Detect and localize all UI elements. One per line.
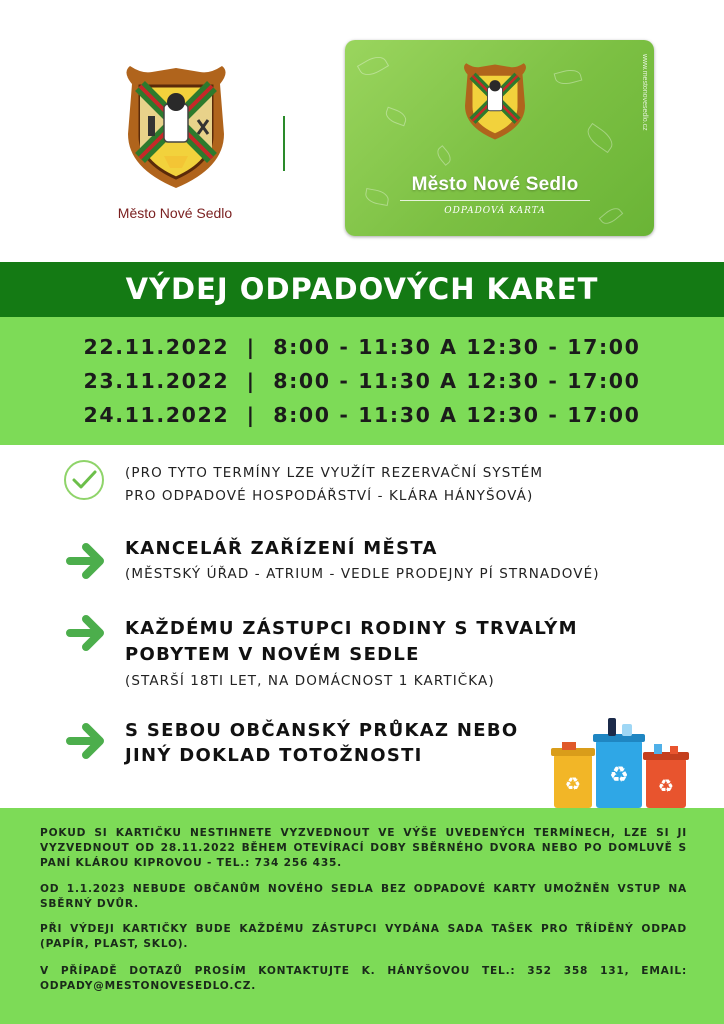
id-line-1: S SEBOU OBČANSKÝ PRŮKAZ NEBO	[125, 720, 519, 741]
office-title: KANCELÁŘ ZAŘÍZENÍ MĚSTA	[125, 538, 438, 559]
coat-of-arms-icon	[112, 64, 240, 192]
card-subtitle: ODPADOVÁ KARTA	[444, 206, 546, 216]
card-title: Město Nové Sedlo	[411, 174, 579, 195]
notes-band	[0, 808, 724, 1024]
recycling-bins-icon	[548, 716, 694, 808]
office-detail: (MĚSTSKÝ ÚŘAD - ATRIUM - VEDLE PRODEJNY PÍ STRNADOVÉ)	[125, 566, 600, 582]
leaf-decoration	[434, 145, 454, 166]
divider	[283, 116, 285, 171]
leaf-decoration	[583, 123, 617, 153]
svg-text:♻: ♻	[564, 774, 582, 795]
who-detail: (STARŠÍ 18TI LET, NA DOMÁCNOST 1 KARTIČKA)	[125, 673, 495, 689]
check-circle-icon	[62, 458, 106, 502]
waste-card-image	[345, 40, 654, 236]
arrow-right-icon	[66, 720, 108, 762]
who-line-2: POBYTEM V NOVÉM SEDLE	[125, 644, 420, 665]
id-line-2: JINÝ DOKLAD TOTOŽNOSTI	[125, 745, 423, 766]
who-line-1: KAŽDÉMU ZÁSTUPCI RODINY S TRVALÝM	[125, 618, 578, 639]
page-title: VÝDEJ ODPADOVÝCH KARET	[125, 272, 599, 306]
header	[0, 0, 724, 262]
svg-text:♻: ♻	[609, 763, 629, 788]
note-access: OD 1.1.2023 NEBUDE OBČANŮM NOVÉHO SEDLA BEZ ODPADOVÉ KARTY UMOŽNĚN VSTUP NA SBĚRNÝ DVŮR.	[40, 883, 687, 910]
note-contact: V PŘÍPADĚ DOTAZŮ PROSÍM KONTAKTUJTE K. HÁNYŠOVOU TEL.: 352 358 131, EMAIL: ODPADY@MESTONOVESEDLO.CZ.	[40, 965, 687, 992]
coat-of-arms-icon	[455, 62, 535, 142]
schedule-row: 23.11.2022 | 8:00 - 11:30 A 12:30 - 17:00	[83, 369, 641, 393]
arrow-right-icon	[66, 540, 108, 582]
title-band	[0, 262, 724, 317]
card-underline	[400, 200, 590, 201]
leaf-decoration	[383, 107, 408, 127]
reservation-line-2: PRO ODPADOVÉ HOSPODÁŘSTVÍ - KLÁRA HÁNYŠOVÁ)	[125, 488, 534, 504]
leaf-decoration	[554, 67, 583, 87]
arrow-right-icon	[66, 612, 108, 654]
schedule-band	[0, 317, 724, 445]
schedule-row: 24.11.2022 | 8:00 - 11:30 A 12:30 - 17:00	[83, 403, 641, 427]
schedule-row: 22.11.2022 | 8:00 - 11:30 A 12:30 - 17:00	[83, 335, 641, 359]
reservation-line-1: (PRO TYTO TERMÍNY LZE VYUŽÍT REZERVAČNÍ SYSTÉM	[125, 465, 544, 481]
note-pickup: POKUD SI KARTIČKU NESTIHNETE VYZVEDNOUT VE VÝŠE UVEDENÝCH TERMÍNECH, LZE SI JI VYZVEDNOUT OD 28.11.2022 BĚHEM OTEVÍRACÍ DOBY SBĚRNÉHO DVORA NEBO PO DOMLUVĚ S PANÍ KLÁROU KIPROVOU - TEL.: 734 256 435.	[40, 827, 687, 869]
svg-text:♻: ♻	[657, 776, 675, 797]
card-url: www.mestonovesedlo.cz	[641, 54, 648, 131]
note-bags: PŘI VÝDEJI KARTIČKY BUDE KAŽDÉMU ZÁSTUPCI VYDÁNA SADA TAŠEK PRO TŘÍDĚNÝ ODPAD (PAPÍR, PLAST, SKLO).	[40, 923, 687, 950]
town-caption: Město Nové Sedlo	[117, 205, 233, 221]
leaf-decoration	[357, 52, 389, 80]
